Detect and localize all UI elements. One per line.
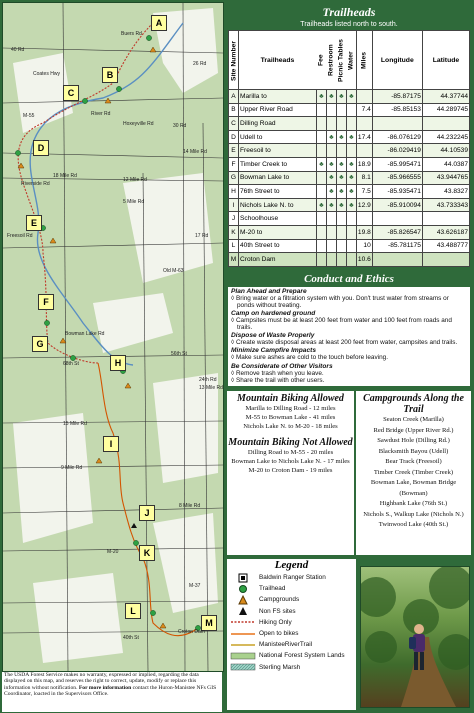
road-label: 30 Rd	[173, 123, 187, 129]
campgrounds-panel	[355, 390, 472, 556]
conduct-item-text: Campsites must be at least 200 feet from water and 100 feet from roads and trails.	[235, 317, 452, 332]
restroom-cell	[326, 212, 336, 226]
biking-not-allowed-item: Dilling Road to M-55 - 20 miles	[247, 449, 334, 456]
legend-label: ManisteeRiverTrail	[259, 641, 313, 649]
disclaimer	[2, 672, 222, 712]
conduct-item	[228, 354, 470, 361]
waypoint-f[interactable]: F	[38, 294, 54, 310]
road-label: Riverside Rd	[21, 181, 50, 187]
latitude-cell	[422, 117, 469, 131]
road-label: 40th St	[123, 635, 139, 641]
biking-panel	[226, 390, 355, 556]
conduct-item	[228, 317, 470, 331]
disclaimer-tail: contact the Huron-Manistee NFs GIS Coordinator, loacted in the Supervisors Office.	[4, 684, 217, 698]
road-label: Bowman Lake Rd	[65, 331, 105, 337]
miles-cell	[356, 117, 372, 131]
diamond-bullet-icon: ◊	[231, 354, 236, 362]
legend-label: Trailhead	[259, 585, 286, 593]
campgrounds-title: Campgrounds Along the Trail	[363, 393, 464, 415]
road-label: M-37	[189, 583, 201, 589]
disclaimer-text: The USDA Forest Service makes no warranty, expressed or implied, regarding the data displayed on this map, and reserves the right to correct, update, modify or replace this information without notification.	[4, 672, 199, 691]
legend-nfs-lands	[227, 650, 356, 661]
col-miles: Miles	[356, 31, 372, 90]
longitude-cell: -85.85153	[372, 103, 422, 117]
trailhead-name-cell: Croton Dam	[239, 253, 317, 267]
fee-cell: ♣	[316, 198, 326, 212]
diamond-bullet-icon: ◊	[231, 339, 236, 347]
fee-cell	[316, 185, 326, 199]
river-trail-line-icon	[227, 642, 259, 648]
latitude-cell: 44.10539	[422, 144, 469, 158]
fee-cell	[316, 103, 326, 117]
biking-not-allowed-item: Bowman Lake to Nichols Lake N. - 17 miles	[231, 458, 350, 465]
conduct-item-text: Bring water or a filtration system with you. Don't trust water from streams or ponds without treating.	[235, 295, 449, 310]
table-header-row	[229, 31, 470, 90]
road-label: 14 Mile Rd	[183, 149, 207, 155]
road-label: River Rd	[91, 111, 111, 117]
trailheads-body	[229, 90, 470, 267]
table-row	[229, 185, 470, 199]
disclaimer-bold: For more information	[78, 684, 132, 691]
picnic-cell	[336, 225, 346, 239]
marsh-swatch-icon	[227, 663, 259, 671]
conduct-item-text: Share the trail with other users.	[235, 376, 325, 384]
picnic-cell: ♣	[336, 157, 346, 171]
water-cell: ♣	[346, 90, 356, 104]
latitude-cell: 43.944765	[422, 171, 469, 185]
road-label: 68th St	[63, 361, 79, 367]
road-label: Coates Hwy	[33, 71, 60, 77]
water-cell: ♣	[346, 198, 356, 212]
longitude-cell: -85.87175	[372, 90, 422, 104]
restroom-cell	[326, 225, 336, 239]
conduct-panel	[226, 270, 472, 388]
road-label: 15 Mile Rd	[63, 421, 87, 427]
conduct-item-text: Make sure ashes are cold to the touch before leaving.	[235, 354, 388, 362]
latitude-cell: 44.289745	[422, 103, 469, 117]
water-cell	[346, 253, 356, 267]
latitude-cell: 44.232245	[422, 130, 469, 144]
road-label: 13 Mile Rd	[199, 385, 223, 391]
campgrounds-list	[356, 415, 471, 531]
site-cell: G	[229, 171, 239, 185]
miles-cell: 17.4	[356, 130, 372, 144]
campground-item: Sawdust Hole (Dilling Rd.)	[377, 437, 450, 444]
table-row	[229, 212, 470, 226]
road-label: 18 Mile Rd	[53, 173, 77, 179]
waypoint-d[interactable]: D	[33, 140, 49, 156]
picnic-cell	[336, 239, 346, 253]
longitude-cell: -85.826547	[372, 225, 422, 239]
restroom-cell: ♣	[326, 171, 336, 185]
conduct-item	[228, 370, 470, 377]
col-picnic: Picnic Tables	[336, 31, 346, 90]
restroom-cell: ♣	[326, 130, 336, 144]
road-label: 9 Mile Rd	[61, 465, 83, 471]
biking-allowed-list	[227, 404, 354, 431]
table-row	[229, 157, 470, 171]
legend-title: Legend	[274, 559, 309, 571]
longitude-cell: -86.076129	[372, 130, 422, 144]
trail-photo	[360, 566, 470, 708]
road-label: Old M-63	[163, 268, 184, 274]
latitude-cell: 43.488777	[422, 239, 469, 253]
restroom-cell	[326, 144, 336, 158]
biking-allowed-item: Marilla to Dilling Road - 12 miles	[245, 405, 336, 412]
legend-campgrounds	[227, 594, 356, 605]
road-label: Buers Rd	[121, 31, 142, 37]
col-latitude: Latitude	[422, 31, 469, 90]
campground-item: Timber Creek (Timber Creek)	[373, 468, 454, 476]
col-fee: Fee	[316, 31, 326, 90]
table-row	[229, 130, 470, 144]
water-cell	[346, 103, 356, 117]
fee-cell	[316, 144, 326, 158]
longitude-cell: -86.029419	[372, 144, 422, 158]
biking-allowed-item: M-55 to Bowman Lake - 41 miles	[245, 414, 336, 421]
site-cell: L	[229, 239, 239, 253]
nfs-lands-swatch-icon	[227, 652, 259, 660]
miles-cell: 7.5	[356, 185, 372, 199]
road-label: 26 Rd	[193, 61, 207, 67]
trailhead-name-cell: 76th Street to	[239, 185, 317, 199]
water-cell	[346, 239, 356, 253]
fee-cell	[316, 117, 326, 131]
table-row	[229, 144, 470, 158]
miles-cell: 19.8	[356, 225, 372, 239]
table-row	[229, 253, 470, 267]
waypoint-e[interactable]: E	[26, 215, 42, 231]
diamond-bullet-icon: ◊	[231, 369, 236, 377]
bike-line-icon	[227, 631, 259, 637]
biking-not-allowed-title: Mountain Biking Not Allowed	[228, 437, 353, 448]
trailheads-subtitle: Trailheads listed north to south.	[228, 20, 470, 30]
legend-non-fs	[227, 606, 356, 617]
col-site: Site Number	[229, 31, 239, 90]
miles-cell	[356, 212, 372, 226]
longitude-cell: -85.781175	[372, 239, 422, 253]
latitude-cell	[422, 253, 469, 267]
water-cell	[346, 144, 356, 158]
restroom-cell: ♣	[326, 185, 336, 199]
col-water: Water	[346, 31, 356, 90]
table-row	[229, 171, 470, 185]
road-label: M-20	[107, 549, 119, 555]
road-label: 56th St	[171, 351, 187, 357]
campground-item: Bear Track (Freesoil)	[385, 458, 442, 465]
longitude-cell	[372, 117, 422, 131]
campground-icon	[227, 595, 259, 605]
trailhead-name-cell: Bowman Lake to	[239, 171, 317, 185]
waypoint-j[interactable]: J	[139, 505, 155, 521]
campground-item: Bowman Lake, Bowman Bridge (Bowman)	[370, 479, 457, 497]
waypoint-m[interactable]: M	[201, 615, 217, 631]
site-cell: H	[229, 185, 239, 199]
trailhead-name-cell: M-20 to	[239, 225, 317, 239]
conduct-heading: Camp on hardened ground	[231, 310, 316, 318]
conduct-item	[228, 295, 470, 309]
longitude-cell: -85.910094	[372, 198, 422, 212]
site-cell: J	[229, 212, 239, 226]
trailheads-title: Trailheads	[228, 4, 470, 20]
campground-item: Nichols S., Walkup Lake (Nichols N.)	[363, 510, 464, 518]
conduct-heading: Minimize Campfire Impacts	[231, 347, 317, 355]
conduct-body	[228, 287, 470, 384]
legend-trailhead	[227, 583, 356, 594]
latitude-cell: 43.733343	[422, 198, 469, 212]
legend-ranger-station	[227, 572, 356, 583]
road-label: 8 Mile Rd	[179, 503, 201, 509]
latitude-cell: 44.0387	[422, 157, 469, 171]
legend-label: Hiking Only	[259, 618, 292, 626]
table-row	[229, 239, 470, 253]
waypoint-c[interactable]: C	[63, 85, 79, 101]
site-cell: A	[229, 90, 239, 104]
restroom-cell	[326, 253, 336, 267]
road-label: 40 Rd	[11, 47, 25, 53]
restroom-cell	[326, 117, 336, 131]
restroom-cell	[326, 103, 336, 117]
miles-cell: 18.9	[356, 157, 372, 171]
longitude-cell: -85.966555	[372, 171, 422, 185]
biking-allowed-item: Nichols Lake N. to M-20 - 18 miles	[243, 423, 338, 430]
conduct-heading: Plan Ahead and Prepare	[231, 288, 307, 295]
legend-panel	[226, 558, 357, 711]
fee-cell	[316, 130, 326, 144]
col-restroom: Restroom	[326, 31, 336, 90]
conduct-item-text: Create waste disposal areas at least 200 feet from water, campsites and trails.	[235, 339, 458, 347]
trailheads-panel	[226, 2, 472, 267]
trailhead-name-cell: 40th Street to	[239, 239, 317, 253]
road-label: Hoxeyville Rd	[123, 121, 154, 127]
conduct-heading: Dispose of Waste Properly	[231, 332, 315, 340]
fee-cell	[316, 212, 326, 226]
legend-label: Non FS sites	[259, 607, 296, 615]
latitude-cell	[422, 212, 469, 226]
picnic-cell: ♣	[336, 90, 346, 104]
hiking-line-icon	[227, 619, 259, 625]
site-cell: C	[229, 117, 239, 131]
conduct-item	[228, 339, 470, 346]
picnic-cell: ♣	[336, 185, 346, 199]
fee-cell: ♣	[316, 157, 326, 171]
picnic-cell: ♣	[336, 130, 346, 144]
biking-allowed-title: Mountain Biking Allowed	[237, 393, 344, 404]
trailhead-name-cell: Upper River Road	[239, 103, 317, 117]
waypoint-a[interactable]: A	[151, 15, 167, 31]
picnic-cell	[336, 212, 346, 226]
conduct-heading: Be Considerate of Other Visitors	[231, 362, 333, 370]
campground-item: Highbank Lake (76th St.)	[379, 500, 448, 507]
latitude-cell: 43.626187	[422, 225, 469, 239]
trailhead-name-cell: Dilling Road	[239, 117, 317, 131]
water-cell	[346, 225, 356, 239]
ranger-station-icon	[227, 573, 259, 583]
miles-cell	[356, 144, 372, 158]
fee-cell	[316, 253, 326, 267]
site-cell: I	[229, 198, 239, 212]
campground-item: Seaton Creek (Marilla)	[383, 416, 444, 423]
trailhead-name-cell: Marilla to	[239, 90, 317, 104]
conduct-item	[228, 377, 470, 384]
longitude-cell	[372, 212, 422, 226]
water-cell: ♣	[346, 130, 356, 144]
road-label: 12 Mile Rd	[123, 177, 147, 183]
waypoint-i[interactable]: I	[103, 436, 119, 452]
trailheads-table	[228, 30, 470, 267]
legend-label: Open to bikes	[259, 630, 299, 638]
miles-cell: 10	[356, 239, 372, 253]
diamond-bullet-icon: ◊	[231, 317, 236, 325]
legend-bikes	[227, 628, 356, 639]
fee-cell: ♣	[316, 90, 326, 104]
restroom-cell: ♣	[326, 157, 336, 171]
water-cell: ♣	[346, 171, 356, 185]
conduct-item-text: Remove trash when you leave.	[235, 369, 324, 377]
trail-map[interactable]	[2, 2, 224, 672]
trailhead-icon	[227, 584, 259, 594]
latitude-cell: 44.37744	[422, 90, 469, 104]
longitude-cell: -85.995471	[372, 157, 422, 171]
waypoint-l[interactable]: L	[125, 603, 141, 619]
site-cell: B	[229, 103, 239, 117]
table-row	[229, 103, 470, 117]
water-cell: ♣	[346, 185, 356, 199]
longitude-cell: -85.935471	[372, 185, 422, 199]
fee-cell	[316, 239, 326, 253]
picnic-cell: ♣	[336, 198, 346, 212]
restroom-cell: ♣	[326, 90, 336, 104]
biking-not-allowed-item: M-20 to Croton Dam - 19 miles	[248, 467, 333, 474]
diamond-bullet-icon: ◊	[231, 295, 236, 302]
road-label: 24th Rd	[199, 377, 217, 383]
waypoint-b[interactable]: B	[102, 67, 118, 83]
road-label: 5 Mile Rd	[123, 199, 145, 205]
road-label: Croton Dam	[178, 629, 205, 635]
longitude-cell	[372, 253, 422, 267]
conduct-title: Conduct and Ethics	[228, 272, 470, 287]
campground-item: Twinwood Lake (40th St.)	[378, 521, 449, 528]
col-longitude: Longitude	[372, 31, 422, 90]
non-fs-icon	[227, 606, 259, 616]
waypoint-g[interactable]: G	[32, 336, 48, 352]
trailhead-name-cell: Schoolhouse	[239, 212, 317, 226]
miles-cell: 12.9	[356, 198, 372, 212]
table-row	[229, 90, 470, 104]
miles-cell: 10.6	[356, 253, 372, 267]
biking-not-allowed-list	[227, 448, 354, 475]
site-cell: K	[229, 225, 239, 239]
campground-item: Blacksmith Bayou (Udell)	[378, 447, 449, 455]
fee-cell	[316, 171, 326, 185]
campground-item: Red Bridge (Upper River Rd.)	[373, 426, 454, 434]
restroom-cell	[326, 239, 336, 253]
miles-cell: 8.1	[356, 171, 372, 185]
latitude-cell: 43.8327	[422, 185, 469, 199]
legend-marsh	[227, 662, 356, 673]
legend-label: National Forest System Lands	[259, 652, 345, 660]
water-cell	[346, 212, 356, 226]
road-label: M-55	[23, 113, 35, 119]
picnic-cell: ♣	[336, 171, 346, 185]
waypoint-h[interactable]: H	[110, 355, 126, 371]
picnic-cell	[336, 253, 346, 267]
table-row	[229, 117, 470, 131]
road-label: Freesoil Rd	[7, 233, 33, 239]
water-cell: ♣	[346, 157, 356, 171]
site-cell: F	[229, 157, 239, 171]
legend-label: Baldwin Ranger Station	[259, 574, 326, 582]
picnic-cell	[336, 144, 346, 158]
diamond-bullet-icon: ◊	[231, 376, 236, 384]
picnic-cell	[336, 117, 346, 131]
hiker-photo-illustration	[361, 567, 469, 707]
trailhead-name-cell: Nichols Lake N. to	[239, 198, 317, 212]
legend-label: Campgrounds	[259, 596, 300, 604]
legend-river-trail	[227, 639, 356, 650]
table-row	[229, 225, 470, 239]
site-cell: M	[229, 253, 239, 267]
legend-hiking	[227, 617, 356, 628]
legend-label: Sterling Marsh	[259, 663, 301, 671]
col-trailhead: Trailheads	[239, 31, 317, 90]
trailhead-name-cell: Freesoil to	[239, 144, 317, 158]
road-label: 17 Rd	[195, 233, 209, 239]
fee-cell	[316, 225, 326, 239]
trailhead-name-cell: Udell to	[239, 130, 317, 144]
water-cell	[346, 117, 356, 131]
table-row	[229, 198, 470, 212]
site-cell: D	[229, 130, 239, 144]
trailhead-name-cell: Timber Creek to	[239, 157, 317, 171]
miles-cell: 7.4	[356, 103, 372, 117]
miles-cell	[356, 90, 372, 104]
restroom-cell: ♣	[326, 198, 336, 212]
site-cell: E	[229, 144, 239, 158]
waypoint-k[interactable]: K	[139, 545, 155, 561]
picnic-cell	[336, 103, 346, 117]
